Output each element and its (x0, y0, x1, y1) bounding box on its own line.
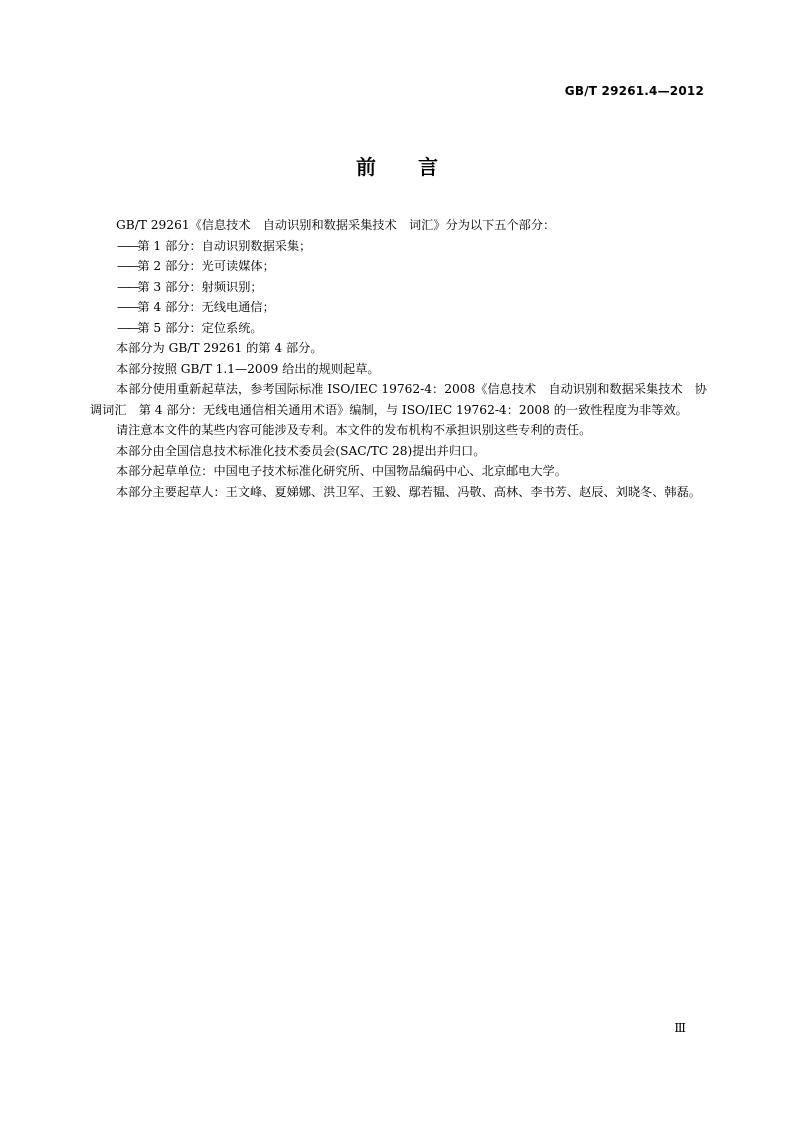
list-item-part-5: ——第 5 部分：定位系统。 (117, 320, 263, 335)
intro-paragraph: GB/T 29261《信息技术 自动识别和数据采集技术 词汇》分为以下五个部分： (116, 218, 556, 232)
standard-code-header: GB/T 29261.4—2012 (564, 84, 704, 98)
page-title (0, 151, 794, 180)
document-body (90, 215, 707, 502)
paragraph-reference-standard: 本部分使用重新起草法，参考国际标准 ISO/IEC 19762-4：2008《信息技术 自动识别和数据采集技术 协调词汇 第 4 部分：无线电通信相关通用术语》编制，与 ISO/IEC 19762-4：2008 的一致性程度为非等效。 (90, 382, 707, 417)
list-item-part-2: ——第 2 部分：光可读媒体； (117, 259, 275, 273)
title-char-1: 前 (356, 155, 376, 179)
paragraph-part-statement: 本部分为 GB/T 29261 的第 4 部分。 (116, 341, 323, 355)
list-item-part-1: ——第 1 部分：自动识别数据采集； (117, 238, 312, 253)
list-item-part-3: ——第 3 部分：射频识别； (117, 279, 263, 294)
paragraph-drafters: 本部分主要起草人：王文峰、夏娣娜、洪卫军、王毅、鄢若韫、冯敬、高林、李书芳、赵辰、刘晓冬、韩磊。 (116, 484, 701, 499)
paragraph-drafting-rules: 本部分按照 GB/T 1.1—2009 给出的规则起草。 (116, 361, 380, 376)
paragraph-drafting-units: 本部分起草单位：中国电子技术标准化研究所、中国物品编码中心、北京邮电大学。 (116, 464, 567, 478)
title-char-2: 言 (418, 155, 438, 179)
list-item-part-4: ——第 4 部分：无线电通信； (117, 300, 275, 314)
paragraph-proposer: 本部分由全国信息技术标准化技术委员会(SAC/TC 28)提出并归口。 (116, 443, 486, 458)
page-number: Ⅲ (674, 1021, 686, 1035)
paragraph-patent-notice: 请注意本文件的某些内容可能涉及专利。本文件的发布机构不承担识别这些专利的责任。 (116, 423, 592, 437)
